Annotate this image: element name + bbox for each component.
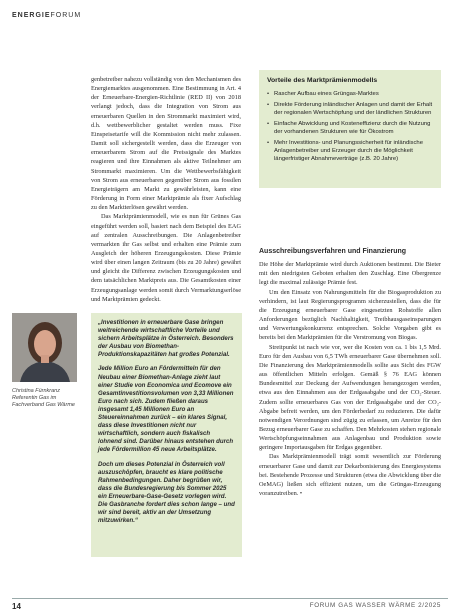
quote-paragraph: Doch um dieses Potenzial in Österreich voll auszuschöpfen, braucht es klare politische Rahmenbedingungen. Daher begrüßen wir, dass die Bundesregierung bis Sommer 2025 ein Erneuerbare-Gase-Gesetz vorlegen wird. Die Gasbranche fordert dies schon lange – und wir sind bereit, aktiv an der Umsetzung mitzuwirken.“ <box>98 460 235 525</box>
sidebox-title: Vorteile des Marktprämienmodells <box>267 77 378 84</box>
quote-box <box>91 313 242 557</box>
list-item: • Einfache Abwicklung und Kosteneffizienz durch die Nutzung der vorhandenen Strukturen wie für Ökostrom <box>267 120 433 136</box>
quote-paragraph: Jede Million Euro an Fördermitteln für den Neubau einer Biomethan-Anlage zieht laut einer Studie von Economica und Ecomove ein Gesamtinvestitionsvolumen von 3,33 Millionen Euro nach sich. Zudem fließen daraus insgesamt 1,45 Millionen Euro an Steuereinnahmen zurück – ein klares Signal, dass diese Investitionen nicht nur wirtschaftlich, sondern auch fiskalisch lohnend sind. Darüber hinaus entstehen durch jede Fördermillion 45 neue Arbeitsplätze. <box>98 365 234 454</box>
list-item: • Direkte Förderung inländischer Anlagen und damit der Erhalt der regionalen Wertschöpfung und der ländlichen Strukturen <box>267 101 433 117</box>
page-number: 14 <box>12 602 21 611</box>
paragraph: Das Marktprämienmodell trägt somit wesentlich zur Förderung erneuerbarer Gase und damit zur Dekarbonisierung des Energiesystems bei. Bestehende Prozesse und Strukturen (etwa die Abwicklung über die OeMAG) ließen sich effizient nutzen, um die Grüngas-Erzeugung voranzutreiben. • <box>259 453 441 498</box>
portrait-illustration <box>12 313 77 382</box>
photo-caption <box>12 388 87 409</box>
footer-divider <box>12 598 448 599</box>
benefits-sidebox <box>259 70 441 188</box>
paragraph: Das Marktprämienmodell, wie es nun für Grünes Gas eingeführt werden soll, basiert nach dem Beispiel des EAG auf zentralen Ausschreibungen. Die Anlagenbetreiber vermarkten ihr Gas selbst und erhalten eine Prämie zum Ausgleich der höheren Erzeugungskosten. Diese Prämie wird über einen langen Zeitraum (bis zu 20 Jahre) gewährt und gleicht die Differenz zwischen Erzeugungskosten und dem tatsächlichen Marktpreis aus. Die Gesamtkosten einer Erzeugungsanlage werden somit durch Vermarktungserlöse und Marktprämien gedeckt. <box>91 213 241 303</box>
magazine-header <box>12 12 81 19</box>
caption-role: Referentin Gas im Fachverband Gas Wärme <box>12 395 75 408</box>
list-item: • Mehr Investitions- und Planungssicherheit für inländische Anlagenbetreiber und Erzeuger durch die Möglichkeit längerfristiger Abnahmeverträge (z.B. 20 Jahre) <box>267 139 433 163</box>
article-column-left <box>91 75 241 304</box>
publication-footer: FORUM GAS WASSER WÄRME 2/2025 <box>309 602 441 609</box>
brand-rest: FORUM <box>50 12 82 19</box>
paragraph: genbetreiber nahezu vollständig von den Mechanismen des Energiemarktes ausgenommen. Eine Bestimmung in Art. 4 der Erneuerbare-Energien-Richtlinie (RED II) von 2018 verlangt jedoch, dass die Integration von Strom aus erneuerbaren Quellen in den Strommarkt maximiert wird, d.h. wettbewerblicher gestaltet werden muss. Fixe Einspeisetarife will die Kommission nicht mehr zulassen. Damit soll sichergestellt werden, dass die Erzeuger von erneuerbarem Strom auf die Preissignale des Marktes reagieren und ihre Einnahmen als aktive Teilnehmer am Strommarkt maximieren. Um die Wettbewerbsfähigkeit von Strom aus erneuerbaren gegenüber Strom aus fossilen Energieträgern am Markt zu gewährleisten, kann eine Förderung in Form einer Marktprämie als fixer Aufschlag zu den Marktterlösen gewährt werden. <box>91 76 241 212</box>
paragraph: Die Höhe der Marktprämie wird durch Auktionen bestimmt. Die Bieter mit den niedrigsten Geboten erhalten den Zuschlag. Eine Obergrenze legt die maximal zulässige Prämie fest. <box>259 261 441 287</box>
brand-bold: ENERGIE <box>12 12 51 19</box>
paragraph: Um den Einsatz von Nahrungsmitteln für die Biogasproduktion zu verhindern, ist laut Regierungsprogramm sicherzustellen, dass die für die Erzeugung erneuerbarer Gase eingesetzten Rohstoffe allen Anforderungen bezüglich Nachhaltigkeit, Treibhausgaseinsparungen und Verwertungskonkurrenz entsprechen. Solche Vorgaben gibt es bereits bei den Marktprämien für die Verstromung von Biogas. <box>259 288 441 342</box>
section-subheading: Ausschreibungsverfahren und Finanzierung <box>259 248 407 255</box>
quote-paragraph: „Investitionen in erneuerbare Gase bringen weitreichende wirtschaftliche Vorteile und sichern Arbeitsplätze in Österreich. Besonders der Ausbau von Biomethan-Produktionskapazitäten hat großes Potenzial. <box>98 319 234 359</box>
paragraph: Streitpunkt ist nach wie vor, wer die Kosten von ca. 1 bis 1,5 Mrd. Euro für den Ausbau von 6,5 TWh erneuerbarer Gase übernehmen soll. Die Finanzierung des Marktprämienmodells sollte aus Sicht des FGW aus öffentlichen Mitteln erfolgen. Gemäß § 76 EAG können Bundesmittel zur Deckung der Aufwendungen herangezogen werden, etwa aus den Einnahmen aus der Erdgasabgabe und der CO₂-Steuer. Zudem sollte erneuerbares Gas von der Erdgasabgabe und der CO₂-Abgabe befreit werden, um den Förderbedarf zu reduzieren. Die dafür notwendigen Verordnungen sind zügig zu erlassen, um Anreize für den Bezug erneuerbarer Gase zu schaffen. Den Mehrkosten stehen regionale Wertschöpfungseinnahmen aus Anlagenbau und Produktion sowie geringere Importausgaben für Erdgas gegenüber. <box>259 343 441 452</box>
article-column-right <box>259 247 441 498</box>
benefits-list <box>267 90 433 163</box>
portrait-photo <box>12 313 77 382</box>
caption-name: Christina Fürnkranz <box>12 388 60 394</box>
list-item: • Rascher Aufbau eines Grüngas-Marktes <box>267 90 433 98</box>
